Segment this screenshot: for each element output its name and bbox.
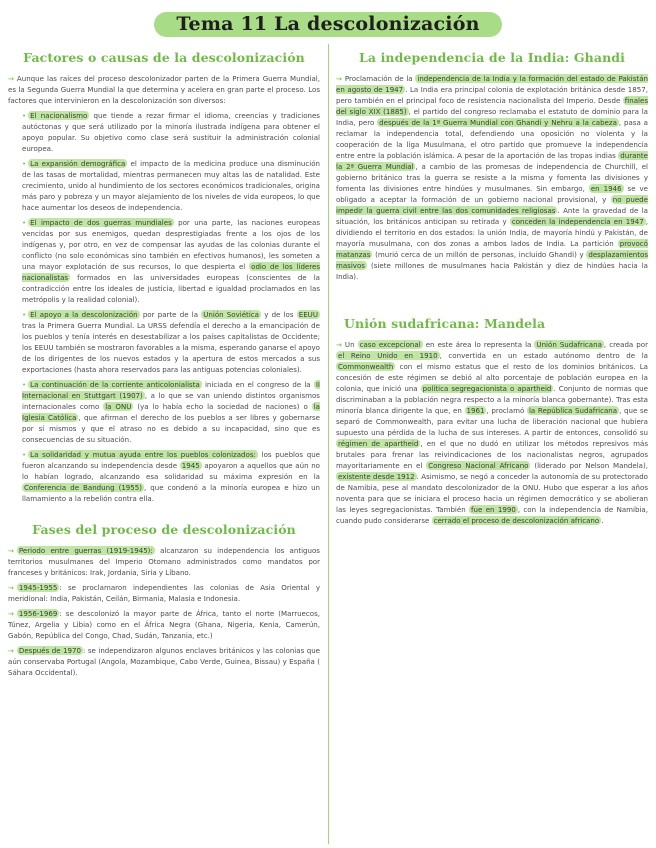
highlight-text: después de la 1ª Guerra Mundial con Ghandi y Nehru a la cabeza — [379, 118, 617, 127]
phases-list — [8, 545, 320, 678]
bullet-icon: • — [22, 380, 27, 389]
section-heading-sudafrica: Unión sudafricana: Mandela — [344, 316, 546, 331]
highlight-text: existente desde 1912 — [338, 472, 415, 481]
highlight-text: 1961 — [466, 406, 485, 415]
body-text: . — [601, 516, 604, 525]
arrow-icon: → — [336, 74, 342, 83]
highlight-text: Unión Sudafricana — [536, 340, 602, 349]
body-text: . Conjunto de normas que discriminaban a la población negra respecto a la minoría blanca gobernante). Tras esta minoría blanca dirigente la que, en — [336, 384, 648, 415]
highlight-text: desplazamientos masivos — [336, 250, 648, 270]
body-text: con el mismo estatus que el resto de los dominios británicos. La concesión de este régimen se debió al alto porcentaje de población europea en la colonia, que inició una — [336, 362, 648, 393]
body-text: , proclamó — [486, 406, 527, 415]
body-text: se ve obligado a aceptar la formación de un gobierno nacional provisional, y — [336, 184, 649, 204]
arrow-icon: → — [8, 74, 14, 83]
sudafrica-paragraph — [336, 339, 648, 526]
highlight-text: provocó matanzas — [336, 239, 648, 259]
right-column — [336, 46, 648, 530]
phase-item: → 1956-1969 : se descolonizó la mayor parte de África, tanto el norte (Marruecos, Túnez, Argelia y Libia) como en el África Negra (Ghana, Nigeria, Kenia, Camerún, Gabón, República del Congo, Chad, Sudán, Tanzania, etc.) — [8, 609, 320, 640]
arrow-icon: → — [8, 583, 14, 592]
body-text: , creada por — [603, 340, 648, 349]
section-gap — [8, 508, 320, 518]
left-column — [8, 46, 320, 682]
bullet-icon: • — [22, 111, 27, 120]
bullet-icon: • — [22, 159, 27, 168]
highlight-text: finales del siglo XIX (1885) — [336, 96, 648, 116]
body-text: Proclamación de la — [344, 74, 416, 83]
bullet-icon: • — [22, 450, 27, 459]
body-text: , con la independencia de Namibia, cuando pudo considerarse — [336, 505, 648, 525]
body-text: . Asimismo, se negó a conceder la autonomía de su protectorado de Namibia, pese al mandato descolonizador de la ONU. Hubo que esperar a los años noventa para que se iniciara el proceso hacia un régimen democrático y se abolieran las leyes segregacionistas. También — [336, 472, 648, 514]
body-text: . La India era principal colonia de explotación británica desde 1857, pero también en el principal foco de resistencia nacionalista del Imperio. Desde — [336, 85, 648, 105]
section-heading-india: La independencia de la India: Ghandi — [359, 50, 625, 65]
factor-item: • El nacionalismo que tiende a rezar firmar el idioma, creencias y tradiciones autóctonas y que será utilizado por la minoría ilustrada indígena para obtener el apoyo popular. Su objetivo como clase será sustituir la administración colonial europea. — [22, 111, 320, 153]
highlight-text: conceden la independencia en 1947 — [511, 217, 644, 226]
highlight-text: régimen de apartheid — [338, 439, 419, 448]
highlight-text: el Reino Unido en 1910 — [338, 351, 438, 360]
body-text: Un — [344, 340, 358, 349]
column-divider — [328, 44, 329, 844]
phase-item: → 1945-1955 : se proclamaron independientes las colonias de Asia Oriental y meridional: India, Pakistán, Ceilán, Birmania, Malasia e Indonesia. — [8, 583, 320, 603]
arrow-icon: → — [336, 340, 342, 349]
body-text: (murió cerca de un millón de personas, incluido Ghandi) y — [372, 250, 587, 259]
india-paragraph — [336, 73, 648, 282]
arrow-icon: → — [8, 546, 14, 555]
highlight-text: en 1946 — [590, 184, 622, 193]
body-text: , en el que no dudó en utilizar los métodos represivos más brutales para frenar las reivindicaciones de los nacionalistas negros, agrupados mayoritariamente en el — [336, 439, 649, 470]
body-text: , convertida en un estado autónomo dentro de la — [439, 351, 648, 360]
highlight-text: fue en 1990 — [471, 505, 516, 514]
factor-item: • La expansión demográfica el impacto de la medicina produce una disminución de las tasas de mortalidad, mientras permanecen muy altas las de natalidad. Este crecimiento, unido al hundimiento de los sectores económicos tradicionales, origina más paro y pobreza y un mayor alejamiento de los niveles de vida europeos, lo que hace aumentar los deseos de independencia. — [22, 159, 320, 212]
factor-item: • La continuación de la corriente anticolonialista iniciada en el congreso de la II Internacional en Stuttgart (1907) , a lo que se van uniendo distintos organismos internacionales como la ONU (ya lo había echo la sociedad de naciones) o la Iglesia Católica , que afirman el derecho de los pueblos a ser libres y gobernarse por sí mismos y que el atraso no es debido a su incapacidad, sino que es consecuencias de su situación. — [22, 380, 320, 444]
highlight-text: Commonwealth — [338, 362, 394, 371]
section-gap — [336, 286, 648, 312]
arrow-icon: → — [8, 609, 14, 618]
bullet-icon: • — [22, 310, 27, 319]
section-heading-factores: Factores o causas de la descolonización — [23, 50, 305, 65]
highlight-text: caso excepcional — [359, 340, 421, 349]
phase-item: → Después de 1970 : se independizaron algunos enclaves británicos y las colonias que aún conservaba Portugal (Angola, Mozambique, Cabo Verde, Guinea, Bissau) y España ( Sáhara Occidental). — [8, 646, 321, 677]
arrow-icon: → — [8, 646, 14, 655]
highlight-text: independencia de la India y la formación del estado de Pakistán en agosto de 1947 — [336, 74, 648, 94]
factor-item: • La solidaridad y mutua ayuda entre los pueblos colonizados: los pueblos que fueron alcanzando su independencia desde 1945 apoyaron a aquellos que aún no lo habían logrado, alcanzando esa solidaridad su máxima expresión en la Conferencia de Bandung (1955) , que condenó a la minoría europea e hizo un llamamiento a la rebelión contra ella. — [22, 450, 321, 503]
body-text: , a cambio de las promesas de independencia de Churchill, el gobierno británico tras la guerra se resiste a la misma y fomenta las divisiones y fomenta las divisiones entre hindúes y musulmanes. Sin embargo, — [336, 162, 648, 193]
body-text: en este área lo representa la — [422, 340, 535, 349]
highlight-text: política segregacionista o apartheid — [422, 384, 552, 393]
body-text: . Ante la gravedad de la situación, los británicos anticipan su retirada y — [336, 206, 648, 226]
body-text: (siete millones de musulmanes hacia Pakistán y diez de hindúes hacia la India). — [336, 261, 648, 281]
bullet-icon: • — [22, 218, 27, 227]
body-text: , que se separó de Commonwealth, para evitar una lucha de liberación nacional que hubiera supuesto una pérdida de la lucha de sus intereses. A partir de entonces, consolidó su — [336, 406, 648, 437]
highlight-text: no puede impedir la guerra civil entre las dos comunidades religiosas — [336, 195, 648, 215]
highlight-text: cerrado el proceso de descolonización africano — [433, 516, 600, 525]
phase-item: → Periodo entre guerras (1919-1945): alcanzaron su independencia los antiguos territorios musulmanes del Imperio Otomano administrados como mandatos por franceses y británicos: Irak, Jordania, Siria y Líbano. — [8, 546, 320, 577]
section-heading-fases: Fases del proceso de descolonización — [32, 522, 296, 537]
factor-item: • El impacto de dos guerras mundiales por una parte, las naciones europeas vencidas por sus enemigos, quedan desprestigiadas frente a los ojos de los indígenas y, por otro, en vez de compensar las ayudas de las colonias durante el conflicto (no solo económicas sino también en efectivos humanos), les someten a una mayor explotación de sus recursos, lo que despierta el odio de los líderes nacionalistas formados en las universidades europeas (conscientes de la contradicción entre los ideales de justicia, libertad e igualdad proclamados en las metrópolis y la realidad colonial). — [22, 218, 321, 304]
factores-intro: → Aunque las raíces del proceso descolonizador parten de la Primera Guerra Mundial, es la Segunda Guerra Mundial la que determina y acelera en gran parte el proceso. Los factores que intervinieron en la descolonización son diversos: — [8, 74, 320, 105]
body-text: (liderado por Nelson Mandela), — [530, 461, 648, 470]
body-text: , dividiendo el territorio en dos estados: la unión India, de mayoría hindú y Pakistán, de mayoría musulmana, con dos zonas a ambos lados de India. La partición — [336, 217, 648, 248]
page-title: Tema 11 La descolonización — [154, 12, 501, 37]
title-wrap — [0, 12, 656, 37]
highlight-text: Congreso Nacional Africano — [428, 461, 529, 470]
body-text: , pasa a reclamar la independencia total, defendiendo una oposición no violenta y la cooperación de la liga Musulmana, el otro partido que promueve la independencia entre entre la población islámica. A pesar de la aportación de las tropas indias — [336, 118, 648, 160]
highlight-text: durante la 2ª Guerra Mundial — [336, 151, 648, 171]
body-text: , el partido del congreso reclamaba el estatuto de dominio para la India, pero — [336, 107, 648, 127]
highlight-text: la República Sudafricana — [528, 406, 618, 415]
factor-item: • El apoyo a la descolonización por parte de la Unión Soviética y de los EEUU tras la Primera Guerra Mundial. La URSS defendía el derecho a la emancipación de los pueblos y tenía interés en desestabilizar a los países capitalistas de Occidente; los EEUU también se mostraron favorables a la misma, esperando ganarse el apoyo de los dirigentes de los nuevos estados y la apertura de estos mercados a sus exportaciones (hasta ahora reservados para las antiguas potencias coloniales). — [22, 310, 320, 374]
